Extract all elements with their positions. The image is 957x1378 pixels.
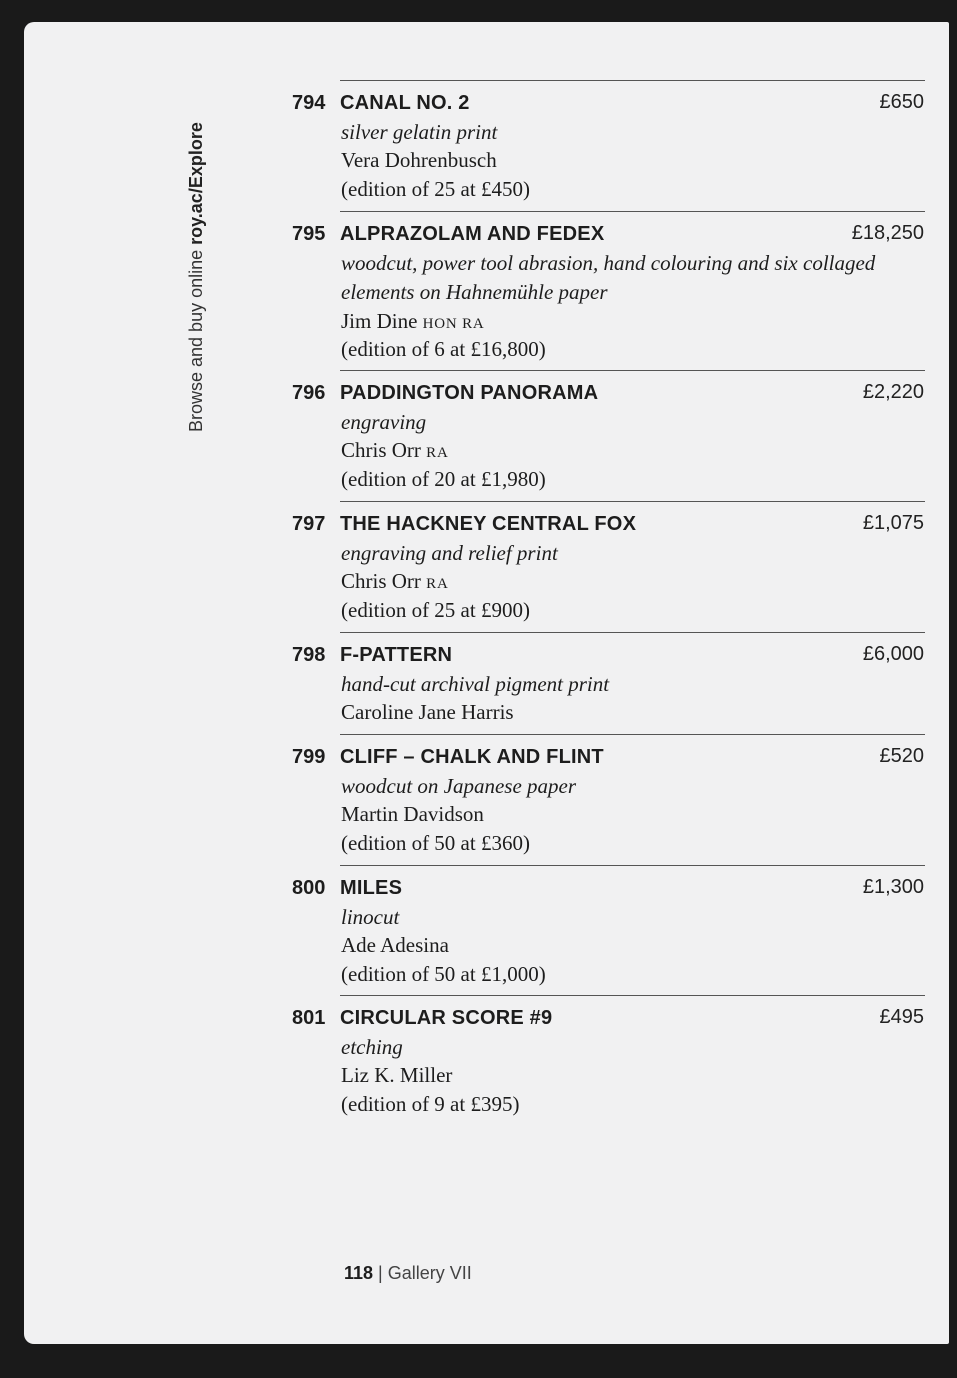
entry-medium: linocut: [341, 905, 400, 929]
artist-name: Caroline Jane Harris: [341, 700, 514, 724]
entry-artist: [341, 309, 485, 334]
entry-price: £6,000: [862, 643, 924, 665]
entry-medium-continued: elements on Hahnemühle paper: [341, 280, 608, 304]
entry-artist: [341, 438, 449, 463]
entry-artist: [341, 569, 449, 594]
sidebar-prefix: Browse and buy online: [186, 244, 206, 432]
page-footer: [344, 1263, 472, 1284]
entry-divider: [340, 211, 925, 212]
entry-price: £1,075: [862, 512, 924, 534]
artist-name: Chris Orr: [341, 569, 421, 593]
entry-edition: (edition of 25 at £900): [341, 598, 530, 622]
entry-price: £520: [879, 745, 924, 767]
entry-artist: [341, 148, 497, 173]
entry-divider: [340, 80, 925, 81]
entry-medium: etching: [341, 1035, 403, 1059]
entry-price: £2,220: [862, 381, 924, 403]
section-name: Gallery VII: [387, 1263, 472, 1283]
entry-divider: [340, 995, 925, 996]
entry-price: £18,250: [851, 222, 924, 244]
entry-price: £495: [879, 1006, 924, 1028]
entry-edition: (edition of 50 at £1,000): [341, 962, 546, 986]
entry-number: 797: [292, 513, 326, 535]
entry-edition: (edition of 20 at £1,980): [341, 467, 546, 491]
entry-medium: woodcut on Japanese paper: [341, 774, 577, 798]
artist-name: Vera Dohrenbusch: [341, 148, 497, 172]
entry-divider: [340, 370, 925, 371]
sidebar-text: [186, 122, 207, 432]
entry-artist: [341, 700, 514, 725]
artist-honours: HON RA: [422, 316, 485, 332]
entry-medium: woodcut, power tool abrasion, hand colouring and six collaged: [341, 251, 876, 275]
artist-honours: RA: [426, 576, 449, 592]
entry-divider: [340, 632, 925, 633]
entry-edition: (edition of 6 at £16,800): [341, 337, 546, 361]
artist-name: Chris Orr: [341, 438, 421, 462]
entry-artist: [341, 1063, 452, 1088]
entry-artist: [341, 802, 484, 827]
entry-divider: [340, 865, 925, 866]
entry-title: CANAL NO. 2: [340, 92, 470, 114]
entry-title: PADDINGTON PANORAMA: [340, 382, 599, 404]
entry-medium: hand-cut archival pigment print: [341, 672, 610, 696]
entry-price: £650: [879, 91, 924, 113]
entry-title: F-PATTERN: [340, 644, 453, 666]
page-number: 118: [344, 1263, 374, 1283]
artist-name: Martin Davidson: [341, 802, 484, 826]
entry-medium: silver gelatin print: [341, 120, 498, 144]
explore-link[interactable]: roy.ac/Explore: [186, 122, 206, 245]
entry-number: 796: [292, 382, 326, 404]
entry-number: 799: [292, 746, 326, 768]
entry-title: CLIFF – CHALK AND FLINT: [340, 746, 604, 768]
entry-number: 800: [292, 877, 326, 899]
entry-edition: (edition of 25 at £450): [341, 177, 530, 201]
artist-name: Ade Adesina: [341, 933, 449, 957]
entry-title: THE HACKNEY CENTRAL FOX: [340, 513, 637, 535]
entry-title: ALPRAZOLAM AND FEDEX: [340, 223, 605, 245]
artist-name: Liz K. Miller: [341, 1063, 453, 1087]
entry-title: CIRCULAR SCORE #9: [340, 1007, 553, 1029]
entry-divider: [340, 734, 925, 735]
entry-medium: engraving: [341, 410, 427, 434]
entry-number: 794: [292, 92, 326, 114]
artist-name: Jim Dine: [341, 309, 418, 333]
entry-title: MILES: [340, 877, 403, 899]
entry-artist: [341, 933, 449, 958]
entry-number: 795: [292, 223, 326, 245]
entry-number: 801: [292, 1007, 326, 1029]
entry-medium: engraving and relief print: [341, 541, 558, 565]
artist-honours: RA: [426, 445, 449, 461]
entry-price: £1,300: [862, 876, 924, 898]
entry-number: 798: [292, 644, 326, 666]
entry-divider: [340, 501, 925, 502]
footer-separator: |: [373, 1263, 388, 1283]
entry-edition: (edition of 9 at £395): [341, 1092, 520, 1116]
entry-edition: (edition of 50 at £360): [341, 831, 530, 855]
